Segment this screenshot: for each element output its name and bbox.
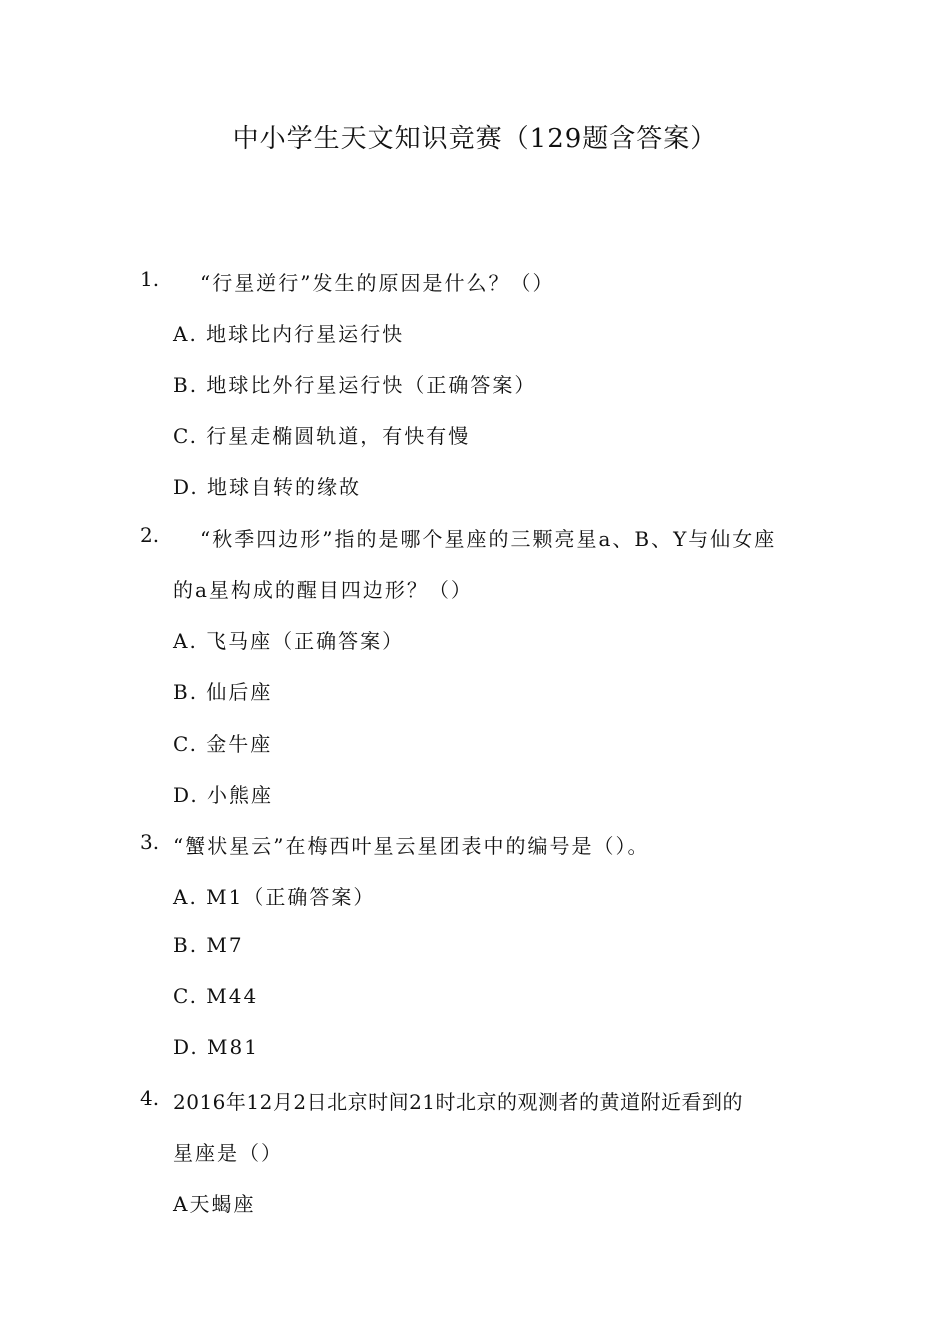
question-3-option-a: A. M1（正确答案） bbox=[173, 885, 376, 909]
question-2-option-c: C. 金牛座 bbox=[173, 732, 273, 756]
question-4-number: 4. bbox=[140, 1086, 160, 1110]
question-3-option-b: B. M7 bbox=[173, 933, 244, 957]
question-4-text-line-2: 星座是（） bbox=[173, 1141, 283, 1165]
question-2-option-d: D. 小熊座 bbox=[173, 783, 274, 807]
question-3-option-d: D. M81 bbox=[173, 1035, 259, 1059]
question-1-option-b: B. 地球比外行星运行快（正确答案） bbox=[173, 373, 537, 397]
question-3-option-c: C. M44 bbox=[173, 984, 259, 1008]
question-1-option-d: D. 地球自转的缘故 bbox=[173, 475, 362, 499]
question-2-option-b: B. 仙后座 bbox=[173, 680, 273, 704]
question-2-number: 2. bbox=[140, 523, 160, 547]
question-4-option-a: A天蝎座 bbox=[173, 1192, 256, 1216]
question-1-option-a: A. 地球比内行星运行快 bbox=[173, 322, 405, 346]
document-title: 中小学生天文知识竞赛（129题含答案） bbox=[232, 124, 718, 154]
question-2-text-line-2: 的a星构成的醒目四边形？（） bbox=[173, 578, 473, 602]
question-3-text: “蟹状星云”在梅西叶星云星团表中的编号是（）。 bbox=[173, 834, 650, 858]
question-1-number: 1. bbox=[140, 267, 160, 291]
question-2-text-line-1: “秋季四边形”指的是哪个星座的三颗亮星a、B、Y与仙女座 bbox=[200, 527, 777, 551]
question-4-text-line-1: 2016年12月2日北京时间21时北京的观测者的黄道附近看到的 bbox=[173, 1090, 744, 1114]
question-3-number: 3. bbox=[140, 830, 160, 854]
question-2-option-a: A. 飞马座（正确答案） bbox=[173, 629, 405, 653]
question-1-text: “行星逆行”发生的原因是什么？（） bbox=[200, 271, 555, 295]
question-1-option-c: C. 行星走椭圆轨道，有快有慢 bbox=[173, 424, 471, 448]
